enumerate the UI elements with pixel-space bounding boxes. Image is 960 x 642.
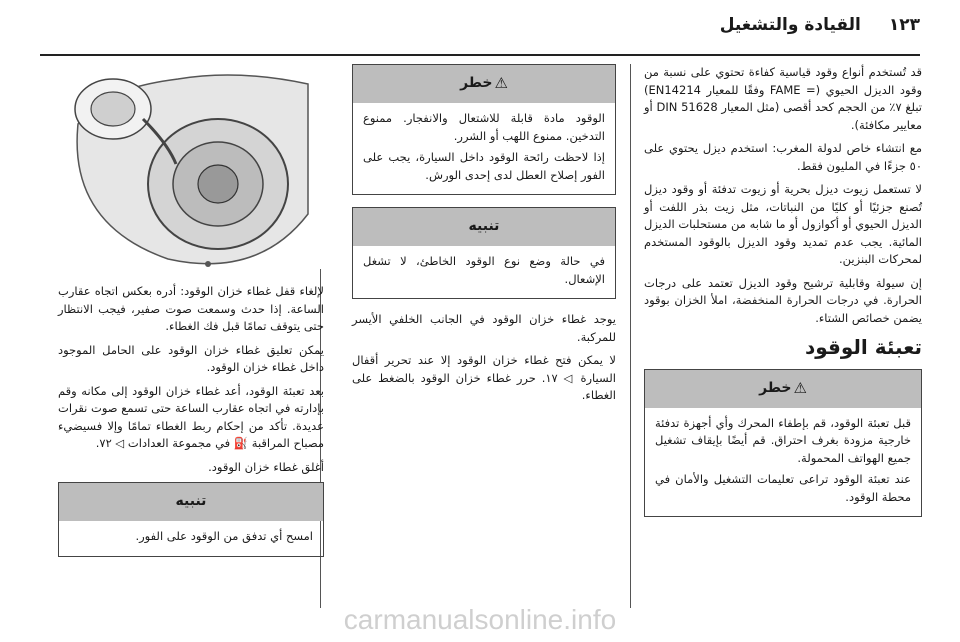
warning-triangle-icon: ⚠ (793, 378, 807, 397)
morocco-paragraph: مع انتشاء خاص لدولة المغرب: استخدم ديزل يحتوي على ٥٠ جزءًا في المليون فقط. (644, 141, 922, 173)
fuel-cap-illustration (58, 64, 324, 269)
column-1 (644, 64, 922, 529)
close-cap-paragraph: بعد تعبئة الوقود، أعد غطاء خزان الوقود إلى مكانه وقم بإدارته في اتجاه عقارب الساعة حتى تسمع صوت نقرات عديدة. تأكد من إحكام ربط الغطاء تمامًا وإلا فسيضيء مصباح المراقبة ⛽ في مجموعة العدادات ◁ ٧٢. (58, 383, 324, 450)
unlock-cap-paragraph: لإلغاء قفل غطاء خزان الوقود: أدره بعكس اتجاه عقارب الساعة. إذا حدث وسمعت صوت صفير، فيجب الانتظار حتى يتوقف تمامًا قبل فك الغطاء. (58, 284, 324, 333)
close-flap-paragraph: أغلق غطاء خزان الوقود. (208, 459, 324, 474)
cap-holder-paragraph: يمكن تعليق غطاء خزان الوقود على الحامل الموجود داخل غطاء خزان الوقود. (58, 342, 324, 374)
page-header (40, 10, 920, 40)
danger-text-2: إذا لاحظت رائحة الوقود داخل السيارة، يجب على الفور إصلاح العطل لدى إحدى الورش. (363, 150, 605, 182)
danger-box (352, 64, 616, 195)
warning-text-1: قبل تعبئة الوقود، قم بإطفاء المحرك وأي أجهزة تدفئة خارجية مزودة بغرف احتراق. قم أيضًا بإيقاف تشغيل جميع الهواتف المحمولة. (655, 415, 911, 465)
notice-box-header: تنبيه (353, 208, 615, 246)
warning-box-header (645, 370, 921, 408)
warning-triangle-icon: ⚠ (494, 74, 508, 93)
section-title-refuelling: تعبئة الوقود (804, 335, 922, 359)
fuel-cap-drawing (58, 64, 324, 269)
column-divider (630, 64, 631, 608)
notice-text-spill: امسح أي تدفق من الوقود على الفور. (135, 529, 313, 543)
winter-fuel-paragraph: إن سيولة وقابلية ترشيح وقود الديزل تعتمد على درجات الحرارة. في درجات الحرارة المنخفضة، املأ الخزان بوقود يضمن خصائص الشتاء. (644, 275, 922, 325)
danger-text-1: الوقود مادة قابلة للاشتعال والانفجار. ممنوع التدخين. ممنوع اللهب أو الشرر. (363, 111, 605, 143)
notice-box-wrong-fuel (352, 207, 616, 299)
header-rule (40, 54, 920, 56)
column-3 (58, 64, 324, 569)
filler-flap-open-paragraph: لا يمكن فتح غطاء خزان الوقود إلا عند تحرير أقفال السيارة ◁ ١٧. حرر غطاء خزان الوقود بالضغط على الغطاء. (352, 353, 616, 402)
column-2 (352, 64, 616, 411)
fuel-standards-paragraph: قد تُستخدم أنواع وقود قياسية كفاءة تحتوي على نسبة من وقود الديزل الحيوي (= FAME وفقًا للمعيار EN14214) تبلغ ٧٪ من الحجم كحد أقصى (مثل المعيار DIN 51628 أو معايير مكافئة). (644, 65, 922, 132)
watermark: carmanualsonline.info (343, 604, 617, 635)
page-title: القيادة والتشغيل (719, 15, 861, 35)
notice-text-wrong-fuel: في حالة وضع نوع الوقود الخاطئ، لا تشغل الإشعال. (363, 254, 605, 286)
danger-label: خطر (460, 75, 493, 92)
notice-box-header: تنبيه (59, 483, 323, 521)
danger-box-header (353, 65, 615, 103)
warning-box (644, 369, 922, 518)
warning-label: خطر (759, 379, 792, 396)
page-number: ١٢٣ (888, 15, 920, 35)
warning-text-2: عند تعبئة الوقود تراعى تعليمات التشغيل والأمان في محطة الوقود. (655, 472, 911, 504)
notice-box-spill (58, 482, 324, 557)
prohibited-fuels-paragraph: لا تستعمل زيوت ديزل بحرية أو زيوت تدفئة أو وقود ديزل تُصنع جزئيًا أو كليًا من النباتات، مثل زيت بذر اللفت أو الديزل الحيوي أو أكوازول أو ما شابه من مستحلبات الديزل المائية. يجب عدم تمديد وقود الديزل بالوقود المستخدم لمحركات البنزين. (644, 182, 922, 266)
filler-cap-location-paragraph: يوجد غطاء خزان الوقود في الجانب الخلفي الأيسر للمركبة. (352, 312, 616, 344)
